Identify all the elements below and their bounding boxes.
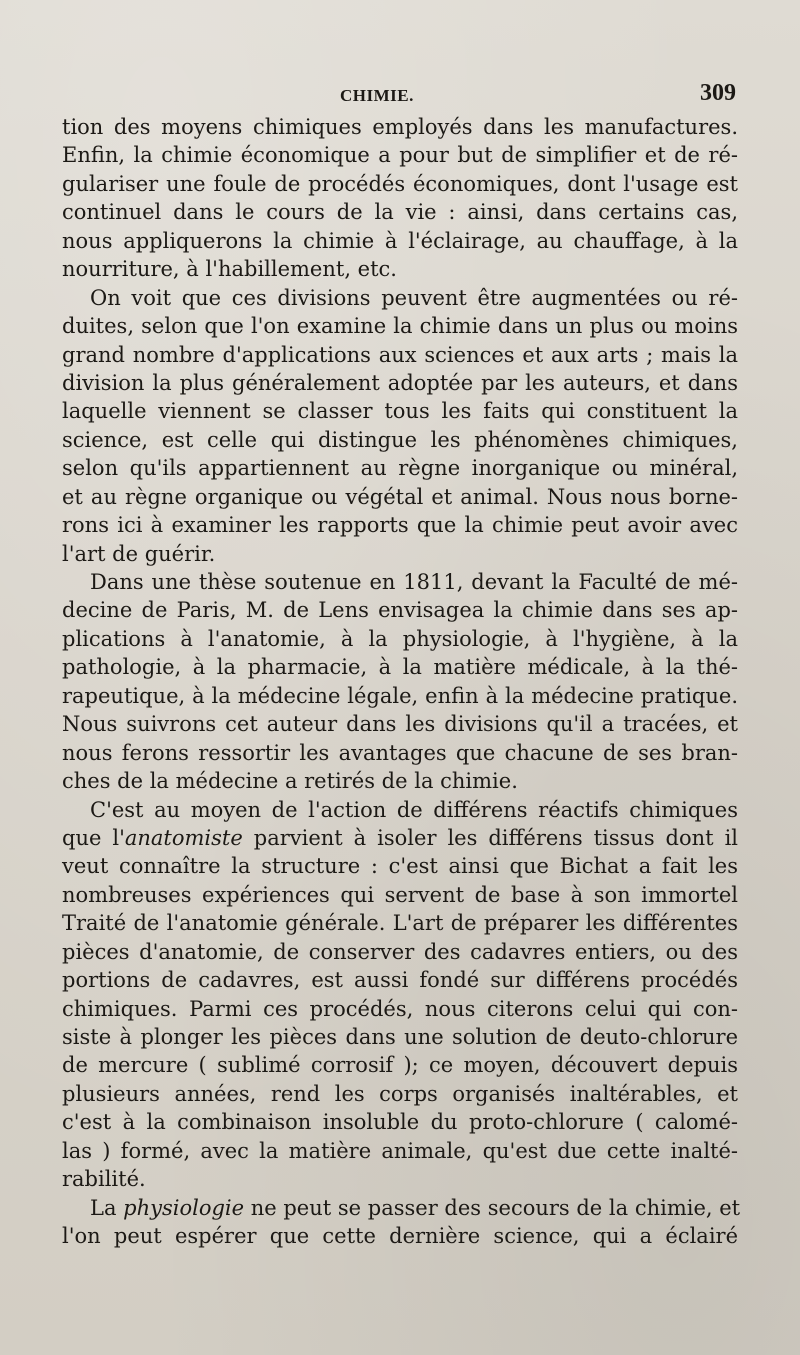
text-line: plusieurs années, rend les corps organisés inaltérables, et [62,1081,738,1106]
text-line: continuel dans le cours de la vie : ainsi, dans certains cas, [62,200,738,225]
text-line [62,824,738,852]
text-line: l'art de guérir. [62,541,216,566]
text-line: l'on peut espérer que cette dernière science, qui a éclairé [62,1224,738,1249]
text-line: et au règne organique ou végétal et animal. Nous nous borne- [62,484,738,509]
text-line: chimiques. Parmi ces procédés, nous citerons celui qui con- [62,996,738,1021]
text-line: science, est celle qui distingue les phénomènes chimiques, [62,427,738,452]
text-line: nombreuses expériences qui servent de base à son immortel [62,882,738,907]
text-line: plications à l'anatomie, à la physiologie, à l'hygiène, à la [62,626,738,651]
text-line-run: C'est au moyen de l'action de différens réactifs chimiques [90,797,738,822]
text-line: nourriture, à l'habillement, etc. [62,257,397,282]
text-line: selon qu'ils appartiennent au règne inorganique ou minéral, [62,456,738,481]
text-line-run: ne peut se passer des secours de la chimie, et [244,1195,741,1220]
text-line: Enfin, la chimie économique a pour but de simplifier et de ré- [62,143,738,168]
text-line: c'est à la combinaison insoluble du proto-chlorure ( calomé- [62,1110,738,1135]
text-line: portions de cadavres, est aussi fondé sur différens procédés [62,968,738,993]
text-line: de mercure ( sublimé corrosif ); ce moyen, découvert depuis [62,1053,738,1078]
text-line: grand nombre d'applications aux sciences et aux arts ; mais la [62,342,738,367]
text-line [62,796,738,824]
text-line: tion des moyens chimiques employés dans les manufactures. [62,115,738,139]
text-line: siste à plonger les pièces dans une solution de deuto-chlorure [62,1025,738,1049]
text-line: duites, selon que l'on examine la chimie dans un plus ou moins [62,314,738,339]
text-line: Traité de l'anatomie générale. L'art de préparer les différentes [62,911,738,936]
text-line-run: parvient à isoler les différens tissus dont il [242,825,739,850]
text-line: nous ferons ressortir les avantages que chacune de ses bran- [62,740,738,765]
text-line: nous appliquerons la chimie à l'éclairage, au chauffage, à la [62,228,738,253]
text-line: ches de la médecine a retirés de la chimie. [62,769,518,794]
page-number: 309 [700,80,736,106]
text-line: pathologie, à la pharmacie, à la matière médicale, à la thé- [62,655,738,680]
italic-term: physiologie [123,1195,245,1220]
text-line: Nous suivrons cet auteur dans les divisions qu'il a tracées, et [62,712,738,737]
text-line: decine de Paris, M. de Lens envisagea la chimie dans ses ap- [62,598,738,623]
text-line: veut connaître la structure : c'est ainsi que Bichat a fait les [62,854,738,879]
text-line: division la plus généralement adoptée par les auteurs, et dans [62,370,738,395]
text-line: pièces d'anatomie, de conserver des cadavres entiers, ou des [62,939,738,964]
running-head: CHIMIE. [340,86,414,105]
text-line-run: La [90,1195,124,1220]
text-line: rapeutique, à la médecine légale, enfin à la médecine pratique. [62,683,738,708]
text-line: rabilité. [62,1167,146,1192]
text-line: las ) formé, avec la matière animale, qu'est due cette inalté- [62,1138,738,1163]
body-text [62,113,741,1251]
text-line: laquelle viennent se classer tous les faits qui constituent la [62,399,738,424]
text-line: rons ici à examiner les rapports que la chimie peut avoir avec [62,513,738,538]
text-line: gulariser une foule de procédés économiques, dont l'usage est [62,171,738,196]
italic-term: anatomiste [124,825,243,850]
text-line: Dans une thèse soutenue en 1811, devant la Faculté de mé- [90,570,738,594]
text-line: On voit que ces divisions peuvent être augmentées ou ré- [90,285,738,310]
text-line [62,1194,741,1222]
text-line-run: que l' [62,825,125,850]
